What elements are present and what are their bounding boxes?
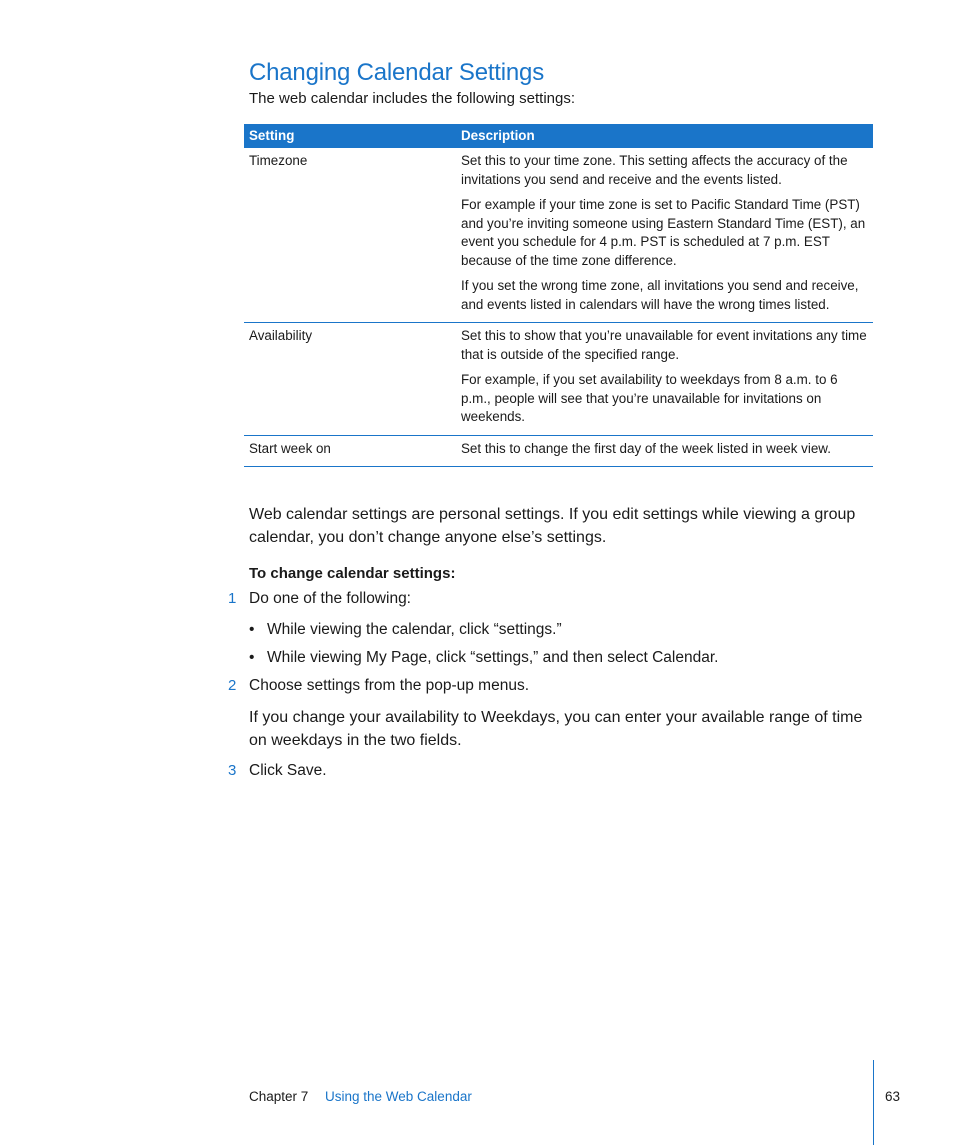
page-number: 63	[885, 1089, 901, 1104]
step-number: 2	[228, 677, 237, 694]
description-para: Set this to show that you’re unavailable for event invitations any time that is outside of the specified range.	[461, 328, 867, 362]
step-number: 3	[228, 762, 237, 779]
footer-chapter: Chapter 7	[249, 1089, 309, 1104]
table-row	[244, 435, 873, 467]
footer-divider	[873, 1060, 874, 1145]
description-cell	[456, 148, 873, 323]
description-cell	[456, 435, 873, 467]
table-header-row	[244, 124, 873, 148]
description-para: For example, if you set availability to weekdays from 8 a.m. to 6 p.m., people will see that you’re unavailable for invitations on weekends.	[461, 372, 838, 424]
bullet-icon: •	[249, 621, 255, 638]
intro-text: The web calendar includes the following settings:	[249, 90, 576, 107]
bullet-icon: •	[249, 649, 255, 666]
step-note: If you change your availability to Weekdays, you can enter your available range of time on weekdays in the two fields.	[249, 709, 863, 749]
description-para: Set this to your time zone. This setting affects the accuracy of the invitations you send and receive and the events listed.	[461, 153, 848, 187]
step-number: 1	[228, 590, 237, 607]
setting-cell: Start week on	[244, 435, 456, 467]
footer-chapter-title: Using the Web Calendar	[325, 1089, 472, 1104]
page-title: Changing Calendar Settings	[249, 59, 544, 86]
description-para: Set this to change the first day of the week listed in week view.	[461, 440, 831, 456]
bullet-text: While viewing the calendar, click “settings.”	[267, 621, 562, 638]
header-description: Description	[456, 124, 873, 148]
body-paragraph: Web calendar settings are personal settings. If you edit settings while viewing a group calendar, you don’t change anyone else’s settings.	[249, 506, 856, 546]
description-para: For example if your time zone is set to Pacific Standard Time (PST) and you’re inviting someone using Eastern Standard Time (EST), an event you schedule for 4 p.m. PST is scheduled at 7 p.m. EST because of the time zone difference.	[461, 197, 866, 268]
step-text: Click Save.	[249, 762, 327, 779]
setting-cell: Availability	[244, 323, 456, 436]
step-text: Do one of the following:	[249, 590, 411, 607]
step-text: Choose settings from the pop-up menus.	[249, 677, 530, 694]
description-para: If you set the wrong time zone, all invitations you send and receive, and events listed in calendars will have the wrong times listed.	[461, 278, 859, 312]
bullet-text: While viewing My Page, click “settings,” and then select Calendar.	[267, 649, 719, 666]
table-row	[244, 323, 873, 436]
settings-table	[244, 124, 873, 467]
procedure-title: To change calendar settings:	[249, 565, 456, 582]
description-cell	[456, 323, 873, 436]
header-setting: Setting	[244, 124, 456, 148]
setting-cell: Timezone	[244, 148, 456, 323]
table-row	[244, 148, 873, 323]
